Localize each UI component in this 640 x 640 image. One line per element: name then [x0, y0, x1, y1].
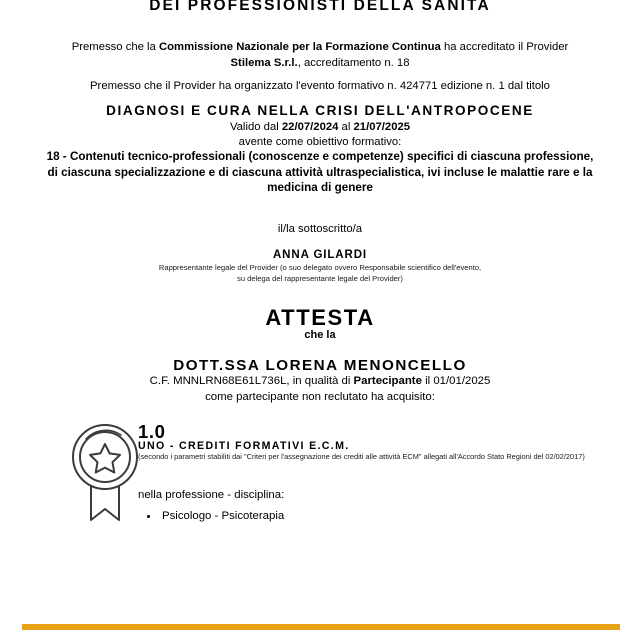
validity-start-date: 22/07/2024	[281, 121, 339, 133]
page-title: DEI PROFESSIONISTI DELLA SANITA	[149, 0, 491, 14]
credits-label: UNO - CREDITI FORMATIVI E.C.M.	[138, 440, 350, 452]
accreditation-number: , accreditamento n. 18	[297, 56, 410, 69]
participant-cf-suffix: il 01/01/2025	[421, 375, 491, 387]
premise-1-line1	[72, 41, 569, 53]
discipline-list	[138, 509, 284, 524]
validity-middle: al	[338, 121, 354, 133]
che-la-label: che la	[304, 329, 336, 341]
provider-name: Stilema S.r.l.	[230, 56, 298, 69]
list-item	[138, 509, 284, 524]
premise-paragraph-1	[40, 40, 600, 71]
event-title: DIAGNOSI E CURA NELLA CRISI DELL'ANTROPOCENE	[106, 103, 534, 118]
representative-role-line2: su delega del rappresentante legale del Provider)	[237, 273, 403, 283]
premise-paragraph-2: Premesso che il Provider ha organizzato l'evento formativo n. 424771 edizione n. 1 dal titolo	[90, 80, 550, 92]
validity-prefix: Valido dal	[229, 121, 282, 133]
award-medal-icon	[68, 420, 142, 525]
representative-name: ANNA GILARDI	[272, 249, 368, 261]
representative-role-line1: Rappresentante legale del Provider (o suo delegato ovvero Responsabile scientifico dell'evento,	[158, 263, 482, 272]
validity-end-date: 21/07/2025	[353, 121, 411, 133]
credits-note: (secondo i parametri stabiliti dai "Criteri per l'assegnazione dei crediti alle attività ECM" allegati all'Accordo Stato Regioni del 02/02/2017)	[138, 452, 585, 461]
objective-intro: avente come obiettivo formativo:	[238, 136, 402, 148]
discipline-label: Psicologo - Psicoterapia	[162, 510, 285, 522]
undersigned-label: il/la sottoscritto/a	[277, 223, 363, 235]
participant-fiscal-code-line	[0, 374, 640, 389]
objective-text: 18 - Contenuti tecnico-professionali (conoscenze e competenze) specifici di ciascuna professione, di ciascuna specializzazione e di ciascuna attività ultraspecialistica, ivi incluse le malattie rare e la medicina di genere	[46, 150, 594, 195]
attesta-heading: ATTESTA	[265, 305, 375, 330]
representative-role	[60, 263, 580, 284]
footer-accent-rule	[22, 624, 620, 630]
profession-label: nella professione - disciplina:	[138, 489, 285, 501]
premise-1-line2	[231, 57, 410, 69]
validity-line	[0, 120, 640, 135]
commission-name: Commissione Nazionale per la Formazione Continua	[158, 41, 441, 53]
bullet-icon	[147, 515, 150, 518]
premise-1-post: ha accreditato il Provider	[440, 41, 569, 53]
participant-name: DOTT.SSA LORENA MENONCELLO	[173, 357, 467, 374]
participant-cf-prefix: C.F. MNNLRN68E61L736L, in qualità di	[149, 375, 354, 387]
acquisition-line: come partecipante non reclutato ha acquisito:	[205, 391, 435, 403]
participant-role: Partecipante	[353, 375, 422, 387]
premise-1-pre: Premesso che la	[71, 41, 159, 53]
credits-value: 1.0	[138, 421, 166, 442]
